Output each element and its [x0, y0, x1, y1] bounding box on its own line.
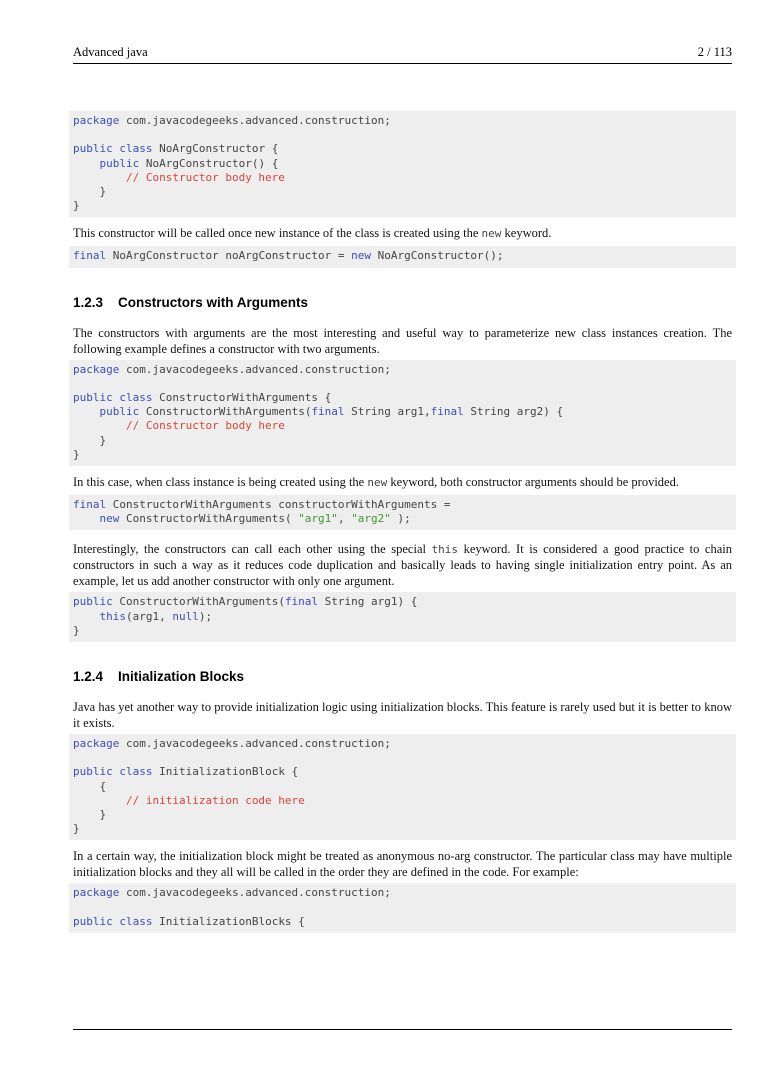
- inline-code: new: [481, 227, 502, 241]
- code-line: [73, 794, 732, 808]
- code-line: [73, 751, 732, 765]
- paragraph: [73, 541, 732, 589]
- code-line: [73, 610, 732, 624]
- code-keyword: null: [172, 609, 199, 623]
- code-text: [73, 171, 126, 184]
- code-keyword: new: [99, 512, 120, 526]
- code-text: }: [73, 185, 107, 198]
- code-text: );: [198, 609, 213, 623]
- code-text: }: [73, 822, 80, 836]
- text-run: keyword, both constructor arguments should be provided.: [387, 475, 679, 490]
- code-keyword: final: [73, 498, 107, 512]
- code-line: [73, 171, 732, 185]
- section-heading: [73, 669, 732, 684]
- code-keyword: public class: [73, 914, 153, 928]
- footer-rule: [73, 1029, 732, 1030]
- code-block: [69, 360, 736, 466]
- code-line: [73, 114, 732, 128]
- code-text: com.javacodegeeks.advanced.construction;: [119, 737, 391, 751]
- code-keyword: final: [73, 249, 107, 263]
- code-text: }: [73, 433, 107, 447]
- text-run: keyword. It is considered a good practice to chain constructors in such a way as it reduces code duplication and basically leads to having single initialization entry point. As an example, let us add another constructor with only one argument.: [73, 542, 733, 589]
- code-text: NoArgConstructor();: [371, 249, 504, 263]
- running-header: [73, 45, 732, 64]
- text-run: In a certain way, the initialization block might be treated as anonymous no-arg constructor. The particular class may have multiple initialization blocks and they all will be called in the order they are defined in the code. For example:: [73, 849, 732, 880]
- code-keyword: public class: [73, 765, 153, 779]
- code-line: [73, 886, 732, 900]
- code-text: [73, 512, 100, 525]
- code-text: }: [73, 623, 80, 637]
- code-comment: // Constructor body here: [125, 170, 285, 184]
- code-line: [73, 157, 732, 171]
- section-number: 1.2.4: [73, 669, 104, 685]
- code-text: NoArgConstructor noArgConstructor =: [106, 249, 352, 263]
- code-line: [73, 737, 732, 751]
- section-number: 1.2.3: [73, 294, 104, 310]
- paragraph: [73, 699, 732, 731]
- code-text: [73, 610, 100, 623]
- text-run: Java has yet another way to provide initialization logic using initialization blocks. This feature is rarely used but it is better to know it exists.: [73, 700, 732, 731]
- code-line: [73, 419, 732, 433]
- code-line: [73, 185, 732, 199]
- code-block: [69, 883, 736, 933]
- code-keyword: new: [351, 249, 372, 263]
- code-line: [73, 128, 732, 142]
- code-comment: // initialization code here: [125, 793, 305, 807]
- code-line: [73, 363, 732, 377]
- code-text: InitializationBlocks {: [152, 914, 305, 928]
- page-content: [73, 111, 732, 933]
- text-run: The constructors with arguments are the most interesting and useful way to parameterize new class instances creation. The following example defines a constructor with two arguments.: [73, 325, 732, 356]
- section-title: Constructors with Arguments: [118, 294, 309, 310]
- code-block: [69, 246, 736, 267]
- code-keyword: package: [73, 362, 120, 376]
- code-text: ConstructorWithArguments(: [112, 595, 285, 609]
- code-text: [73, 405, 100, 418]
- text-run: Interestingly, the constructors can call each other using the special: [73, 542, 432, 557]
- code-block: [69, 734, 736, 840]
- code-text: [73, 419, 126, 432]
- code-text: String arg1) {: [318, 595, 418, 609]
- code-text: [73, 794, 126, 807]
- code-line: [73, 498, 732, 512]
- code-line: [73, 901, 732, 915]
- code-text: ConstructorWithArguments {: [152, 391, 332, 404]
- text-run: This constructor will be called once new instance of the class is created using the: [73, 226, 482, 241]
- code-line: [73, 377, 732, 391]
- paragraph: [73, 325, 732, 357]
- code-text: ConstructorWithArguments constructorWithArguments =: [106, 498, 451, 512]
- header-title: Advanced java: [73, 45, 148, 59]
- code-keyword: this: [99, 609, 126, 623]
- code-keyword: public: [73, 595, 113, 609]
- code-text: );: [390, 512, 411, 526]
- code-text: }: [73, 447, 80, 461]
- code-string: "arg2": [351, 512, 391, 526]
- code-line: [73, 512, 732, 526]
- code-line: [73, 434, 732, 448]
- code-text: {: [73, 779, 107, 793]
- code-text: String arg1,: [344, 405, 431, 419]
- code-text: com.javacodegeeks.advanced.construction;: [119, 114, 391, 127]
- code-line: [73, 765, 732, 779]
- code-text: com.javacodegeeks.advanced.construction;: [119, 886, 391, 900]
- code-keyword: public class: [73, 391, 153, 404]
- code-line: [73, 822, 732, 836]
- code-keyword: public: [99, 156, 140, 170]
- code-keyword: public class: [73, 142, 153, 156]
- section-heading: [73, 295, 732, 310]
- paragraph: [73, 225, 732, 241]
- inline-code: new: [367, 476, 388, 490]
- code-keyword: final: [430, 405, 464, 419]
- text-run: In this case, when class instance is being created using the: [73, 475, 368, 490]
- code-keyword: public: [99, 405, 140, 419]
- code-text: ConstructorWithArguments(: [119, 512, 299, 526]
- code-keyword: final: [311, 405, 345, 419]
- code-block: [69, 592, 736, 642]
- code-text: String arg2) {: [463, 405, 564, 419]
- code-line: [73, 624, 732, 638]
- code-line: [73, 595, 732, 609]
- code-line: [73, 142, 732, 156]
- code-line: [73, 448, 732, 462]
- code-text: ConstructorWithArguments(: [139, 405, 312, 419]
- code-keyword: package: [73, 114, 120, 127]
- code-keyword: final: [284, 595, 319, 609]
- text-run: keyword.: [501, 226, 552, 241]
- code-line: [73, 915, 732, 929]
- code-line: [73, 405, 732, 419]
- code-text: NoArgConstructor {: [152, 142, 279, 156]
- code-comment: // Constructor body here: [125, 419, 285, 433]
- code-string: "arg1": [298, 512, 338, 526]
- code-text: }: [73, 808, 107, 822]
- code-text: com.javacodegeeks.advanced.construction;: [119, 362, 391, 376]
- code-text: InitializationBlock {: [152, 765, 299, 779]
- page-number: 2 / 113: [697, 45, 732, 59]
- code-line: [73, 391, 732, 405]
- code-text: }: [73, 199, 80, 213]
- code-block: [69, 495, 736, 530]
- code-line: [73, 808, 732, 822]
- code-keyword: package: [73, 886, 120, 900]
- code-line: [73, 249, 732, 263]
- code-text: [73, 157, 100, 170]
- code-line: [73, 199, 732, 213]
- section-title: Initialization Blocks: [118, 669, 245, 685]
- inline-code: this: [431, 543, 459, 557]
- code-text: ,: [337, 512, 352, 526]
- code-keyword: package: [73, 737, 120, 751]
- code-text: (arg1,: [126, 609, 173, 623]
- code-line: [73, 780, 732, 794]
- paragraph: [73, 848, 732, 880]
- code-block: [69, 111, 736, 217]
- code-text: NoArgConstructor() {: [139, 156, 279, 170]
- paragraph: [73, 474, 732, 490]
